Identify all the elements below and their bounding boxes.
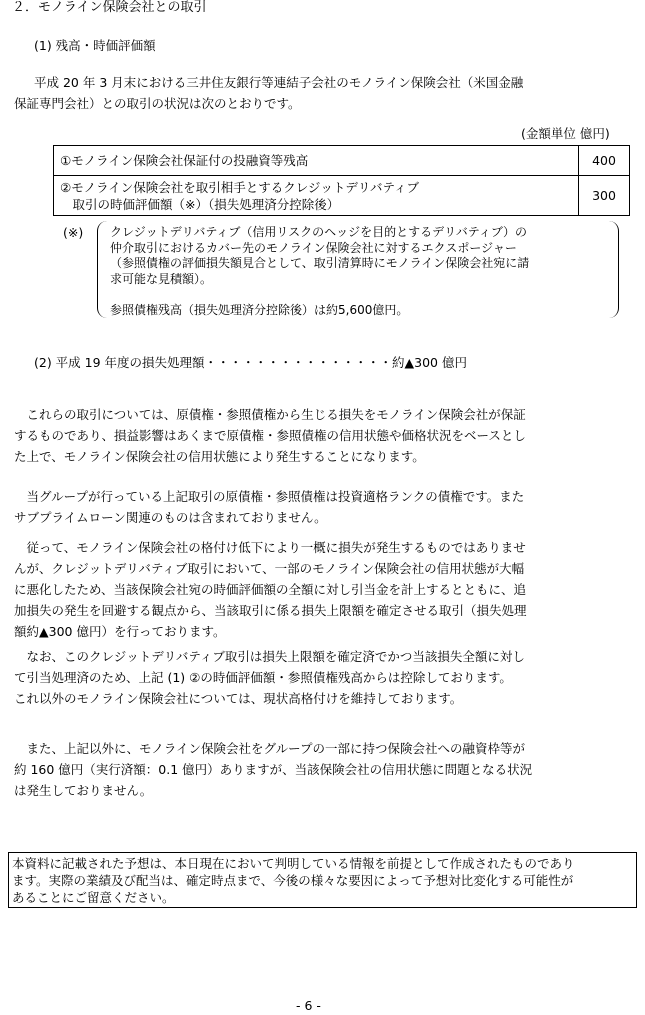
intro-line-1: 平成 20 年 3 月末における三井住友銀行等連結子会社のモノライン保険会社（米国金融 <box>34 75 524 90</box>
paragraph-1: これらの取引については、原債権・参照債権から生じる損失をモノライン保険会社が保証 するものであり、損益影響はあくまで原債権・参照債権の信用状態や価格状況をベースとし た上で、モノライン保険会社の信用状態により発生することになります。 <box>14 407 526 464</box>
table-row-value: 400 <box>579 146 630 176</box>
paragraph-4: なお、このクレジットデリバティブ取引は損失上限額を確定済でかつ当該損失全額に対し て引当処理済のため、上記 (1) ②の時価評価額・参照債権残高からは控除しております。 これ以外のモノライン保険会社については、現状高格付けを維持しております。 <box>14 649 525 706</box>
unit-label: (金額単位 億円) <box>521 126 610 141</box>
note-line: （参照債権の評価損失額見合として、取引清算時にモノライン保険会社宛に請 <box>110 256 530 270</box>
section-title: ２．モノライン保険会社との取引 <box>12 0 207 15</box>
table-row-label: ②モノライン保険会社を取引相手とするクレジットデリバティブ 取引の時価評価額（※）（損失処理済分控除後） <box>54 176 579 216</box>
note-marker: (※) <box>63 225 84 240</box>
note-line: クレジットデリバティブ（信用リスクのヘッジを目的とするデリバティブ）の <box>110 225 527 239</box>
paragraph-2: 当グループが行っている上記取引の原債権・参照債権は投資適格ランクの債権です。また サブプライムローン関連のものは含まれておりません。 <box>14 489 525 525</box>
table-row-value: 300 <box>579 176 630 216</box>
disclaimer-line: 本資料に記載された予想は、本日現在において判明している情報を前提として作成されたものであり <box>12 856 575 871</box>
disclaimer-line: ます。実際の業績及び配当は、確定時点まで、今後の様々な要因によって予想対比変化する可能性が <box>12 873 574 888</box>
paragraph-5: また、上記以外に、モノライン保険会社をグループの一部に持つ保険会社への融資枠等が 約 160 億円（実行済額：0.1 億円）ありますが、当該保険会社の信用状態に問題となる状況 は発生しておりません。 <box>14 741 533 798</box>
table-row <box>54 146 630 176</box>
disclaimer-line: あることにご留意ください。 <box>12 890 175 905</box>
note-line: 求可能な見積額）。 <box>110 271 213 286</box>
table-row <box>54 176 630 216</box>
page-number: - 6 - <box>296 998 321 1013</box>
table-row-label: ①モノライン保険会社保証付の投融資等残高 <box>54 146 579 176</box>
note-text <box>110 225 529 318</box>
subsection-2-line: (2) 平成 19 年度の損失処理額・・・・・・・・・・・・・・・約▲300 億円 <box>34 355 467 370</box>
note-line <box>110 287 529 303</box>
subsection-1-title: (1) 残高・時価評価額 <box>34 38 156 53</box>
note-line: 仲介取引におけるカバー先のモノライン保険会社に対するエクスポージャー <box>110 240 517 255</box>
intro-line-2: 保証専門会社）との取引の状況は次のとおりです。 <box>14 96 301 111</box>
note-line: 参照債権残高（損失処理済分控除後）は約5,600億円。 <box>110 302 409 317</box>
paragraph-3: 従って、モノライン保険会社の格付け低下により一概に損失が発生するものではありませ んが、クレジットデリバティブ取引において、一部のモノライン保険会社の信用状態が大幅 に悪化したため、当該保険会社宛の時価評価額の全額に対し引当金を計上するとともに、追 加損失の発生を回避する観点から、当該取引に係る損失上限額を確定させる取引（損失処理 額約▲300 億円）を行っております。 <box>14 540 527 639</box>
disclaimer-box <box>8 852 637 908</box>
balance-table <box>53 145 630 216</box>
